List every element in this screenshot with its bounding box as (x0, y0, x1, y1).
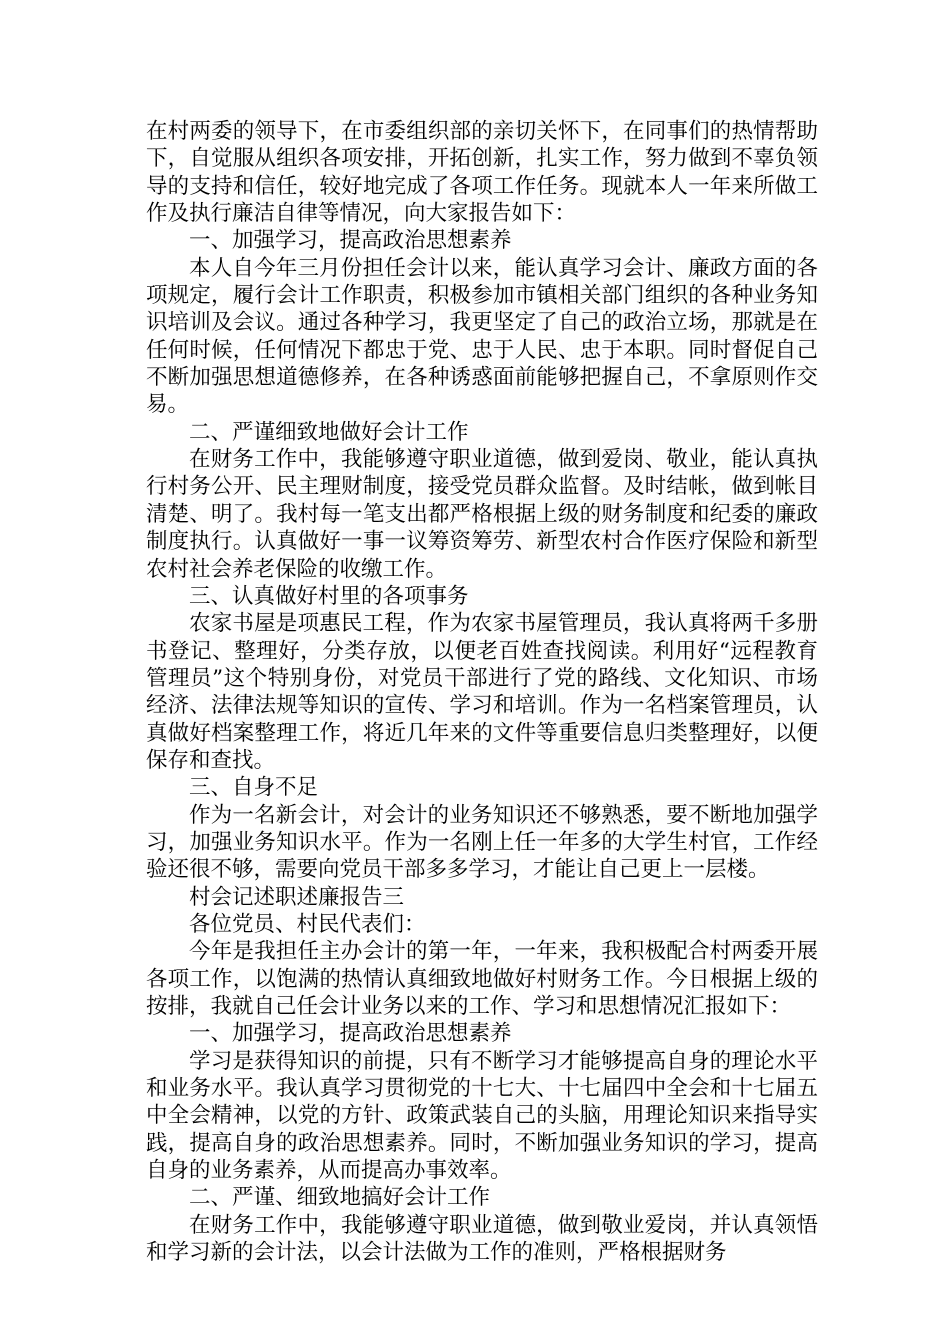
paragraph-6: 今年是我担任主办会计的第一年，一年来，我积极配合村两委开展各项工作，以饱满的热情认真细致地做好村财务工作。今日根据上级的按排，我就自己任会计业务以来的工作、学习和思想情况汇报如下： (146, 939, 818, 1019)
section-heading-6: 二、严谨、细致地搞好会计工作 (189, 1185, 491, 1211)
section-heading-3: 三、认真做好村里的各项事务 (189, 583, 469, 609)
section-heading-4: 三、自身不足 (189, 775, 319, 801)
report-title: 村会记述职述廉报告三 (189, 884, 405, 910)
paragraph-1: 在村两委的领导下，在市委组织部的亲切关怀下，在同事们的热情帮助下，自觉服从组织各项安排，开拓创新，扎实工作，努力做到不辜负领导的支持和信任，较好地完成了各项工作任务。现就本人一年来所做工作及执行廉洁自律等情况，向大家报告如下： (146, 119, 818, 227)
document-page (146, 118, 818, 1266)
section-heading-2: 二、严谨细致地做好会计工作 (189, 419, 469, 445)
paragraph-2: 本人自今年三月份担任会计以来，能认真学习会计、廉政方面的各项规定，履行会计工作职责，积极参加市镇相关部门组织的各种业务知识培训及会议。通过各种学习，我更坚定了自己的政治立场，那就是在任何时候，任何情况下都忠于党、忠于人民、忠于本职。同时督促自己不断加强思想道德修养，在各种诱惑面前能够把握自己，不拿原则作交易。 (146, 255, 818, 418)
salutation: 各位党员、村民代表们： (189, 911, 426, 937)
section-heading-5: 一、加强学习，提高政治思想素养 (189, 1021, 512, 1047)
paragraph-5: 作为一名新会计，对会计的业务知识还不够熟悉，要不断地加强学习，加强业务知识水平。作为一名刚上任一年多的大学生村官，工作经验还很不够，需要向党员干部多多学习，才能让自己更上一层楼。 (146, 802, 818, 883)
paragraph-8: 在财务工作中，我能够遵守职业道德，做到敬业爱岗，并认真领悟和学习新的会计法，以会计法做为工作的准则，严格根据财务 (146, 1212, 818, 1266)
section-heading-1: 一、加强学习，提高政治思想素养 (189, 228, 512, 254)
paragraph-7: 学习是获得知识的前提，只有不断学习才能够提高自身的理论水平和业务水平。我认真学习贯彻党的十七大、十七届四中全会和十七届五中全会精神，以党的方针、政策武装自己的头脑，用理论知识来指导实践，提高自身的政治思想素养。同时，不断加强业务知识的学习，提高自身的业务素养，从而提高办事效率。 (146, 1048, 818, 1184)
paragraph-4: 农家书屋是项惠民工程，作为农家书屋管理员，我认真将两千多册书登记、整理好，分类存放，以便老百姓查找阅读。利用好“远程教育管理员”这个特别身份，对党员干部进行了党的路线、文化知识、市场经济、法律法规等知识的宣传、学习和培训。作为一名档案管理员，认真做好档案整理工作，将近几年来的文件等重要信息归类整理好，以便保存和查找。 (146, 611, 818, 773)
paragraph-3: 在财务工作中，我能够遵守职业道德，做到爱岗、敬业，能认真执行村务公开、民主理财制度，接受党员群众监督。及时结帐，做到帐目清楚、明了。我村每一笔支出都严格根据上级的财务制度和纪委的廉政制度执行。认真做好一事一议筹资筹劳、新型农村合作医疗保险和新型农村社会养老保险的收缴工作。 (146, 447, 818, 582)
